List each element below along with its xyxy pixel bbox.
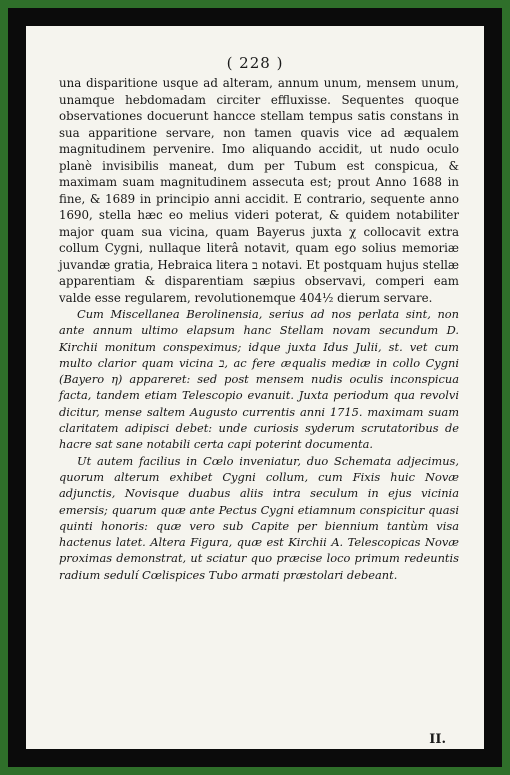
paragraph-1: una disparitione usque ad alteram, annum unum, mensem unum, unamque hebdomadam circiter effluxisse. Sequentes quoque observationes docuerunt hancce stellam tempus satis constans in sua apparitione servare, non tamen quavis vice ad æqualem magnitudinem pervenire. Imo aliquando accidit, ut nudo oculo planè invisibilis maneat, dum per Tubum est conspicua, & maximam suam magnitudinem assecuta est; prout Anno 1688 in fine, & 1689 in principio anni accidit. E contrario, sequente anno 1690, stella hæc eo melius videri poterat, & quidem notabiliter major quam sua vicina, quam Bayerus juxta χ collocavit extra collum Cygni, nullaque literâ notavit, quam ego solius memoriæ juvandæ gratia, Hebraica litera ב notavi. Et postquam hujus stellæ apparentiam & disparentiam sæpius observavi, comperi eam valde esse regularem, revolutionemque 404½ dierum servare. xyxy=(59,76,460,305)
page-text xyxy=(59,75,459,583)
book-page xyxy=(26,26,484,749)
catchword: II. xyxy=(429,732,446,747)
photo-frame xyxy=(8,8,502,767)
paragraph-3: Ut autem facilius in Cœlo inveniatur, duo Schemata adjecimus, quorum alterum exhibet Cygni collum, cum Fixis huic Novæ adjunctis, Novisque duabus aliis intra seculum in ejus vicinia emersis; quarum quæ ante Pectus Cygni etiamnum conspicitur quasi quinti honoris: quæ vero sub Capite per biennium tantùm visa hactenus latet. Altera Figura, quæ est Kirchii A. Telescopicas Novæ proximas demonstrat, ut sciatur quo præcise loco primum redeuntis radium sedulí Cœlispices Tubo armati præstolari debeant. xyxy=(59,453,459,582)
page-number: ( 228 ) xyxy=(226,54,284,72)
paragraph-2: Cum Miscellanea Berolinensia, serius ad nos perlata sint, non ante annum ultimo elapsum hanc Stellam novam secundum D. Kirchii monitum conspeximus; idque juxta Idus Julii, st. vet cum multo clarior quam vicina ב, ac fere æqualis mediæ in collo Cygni (Bayero η) appareret: sed post mensem nudis oculis inconspicua facta, tandem etiam Telescopio evanuit. Juxta periodum qua revolvi dicitur, mense saltem Augusto currentis anni 1715. maximam suam claritatem adipisci debet: unde curiosis syderum scrutatoribus de hacre sat sane notabili certa capi poterint documenta. xyxy=(59,307,459,452)
